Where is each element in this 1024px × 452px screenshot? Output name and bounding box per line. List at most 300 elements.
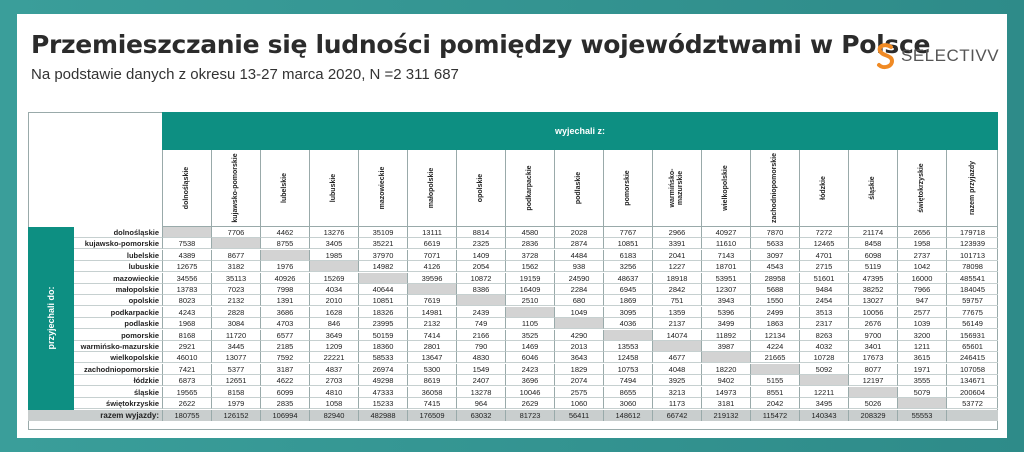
- column-header-label: mazowieckie: [379, 166, 386, 210]
- table-cell: 3095: [603, 307, 652, 318]
- table-cell: 19565: [162, 387, 211, 398]
- table-cell: 2656: [897, 227, 946, 238]
- column-header: [750, 150, 799, 227]
- table-cell: 2499: [750, 307, 799, 318]
- table-cell: 24590: [554, 273, 603, 284]
- column-header-label: świętokrzyskie: [918, 163, 925, 213]
- table-cell: [750, 364, 799, 375]
- row-label: warmińsko-mazurskie: [74, 341, 162, 352]
- row-label: lubelskie: [74, 250, 162, 261]
- column-header: [260, 150, 309, 227]
- table-cell: 59757: [946, 295, 998, 306]
- table-cell: 1976: [260, 261, 309, 272]
- table-cell: 14982: [358, 261, 407, 272]
- table-cell: 2836: [505, 238, 554, 249]
- table-cell: 3649: [309, 330, 358, 341]
- column-header: [701, 150, 750, 227]
- table-cell: 4484: [554, 250, 603, 261]
- table-cell: 6099: [260, 387, 309, 398]
- column-header: [554, 150, 603, 227]
- table-cell: 13553: [603, 341, 652, 352]
- column-header: [309, 150, 358, 227]
- table-cell: 12458: [603, 352, 652, 363]
- column-header: [848, 150, 897, 227]
- table-cell: 2801: [407, 341, 456, 352]
- table-cell: 1173: [652, 398, 701, 409]
- table-cell: 13027: [848, 295, 897, 306]
- table-cell: 8755: [260, 238, 309, 249]
- table-cell: 3445: [211, 341, 260, 352]
- table-cell: 9700: [848, 330, 897, 341]
- table-cell: 2041: [652, 250, 701, 261]
- table-cell: 8263: [799, 330, 848, 341]
- table-cell: 2054: [456, 261, 505, 272]
- table-cell: 14973: [701, 387, 750, 398]
- table-cell: 13077: [211, 352, 260, 363]
- table-cell: 65601: [946, 341, 998, 352]
- table-cell: 1562: [505, 261, 554, 272]
- table-cell: 7998: [260, 284, 309, 295]
- table-cell: [799, 375, 848, 386]
- table-cell: 35221: [358, 238, 407, 249]
- row-label: śląskie: [74, 387, 162, 398]
- table-cell: 2737: [897, 250, 946, 261]
- table-cell: 184045: [946, 284, 998, 295]
- column-header-label: pomorskie: [624, 170, 631, 206]
- column-header-label: podlaskie: [575, 171, 582, 205]
- table-cell: 2921: [162, 341, 211, 352]
- table-cell: 2185: [260, 341, 309, 352]
- table-cell: 1628: [309, 307, 358, 318]
- total-cell: 56411: [554, 410, 603, 421]
- column-header-label: podkarpackie: [526, 165, 533, 211]
- table-cell: 1039: [897, 318, 946, 329]
- table-cell: 18918: [652, 273, 701, 284]
- table-cell: 6577: [260, 330, 309, 341]
- column-header-label: łódzkie: [820, 176, 827, 200]
- table-cell: 2013: [554, 341, 603, 352]
- total-cell: 63032: [456, 410, 505, 421]
- table-cell: 6183: [603, 250, 652, 261]
- table-cell: 40927: [701, 227, 750, 238]
- table-cell: 1550: [750, 295, 799, 306]
- table-cell: 3615: [897, 352, 946, 363]
- side-label: przyjechali do:: [46, 286, 56, 350]
- row-label: dolnośląskie: [74, 227, 162, 238]
- table-cell: 5377: [211, 364, 260, 375]
- table-cell: 35113: [211, 273, 260, 284]
- table-cell: [848, 387, 897, 398]
- table-cell: 1359: [652, 307, 701, 318]
- column-header-label: lubelskie: [281, 173, 288, 203]
- table-cell: 2132: [211, 295, 260, 306]
- table-cell: 3513: [799, 307, 848, 318]
- table-cell: 3213: [652, 387, 701, 398]
- table-cell: 3405: [309, 238, 358, 249]
- table-cell: 2966: [652, 227, 701, 238]
- page-title: Przemieszczanie się ludności pomiędzy województwami w Polsce: [31, 30, 931, 59]
- table-cell: 5300: [407, 364, 456, 375]
- table-cell: 5092: [799, 364, 848, 375]
- table-cell: 40644: [358, 284, 407, 295]
- table-cell: 751: [652, 295, 701, 306]
- table-cell: 680: [554, 295, 603, 306]
- table-cell: [309, 261, 358, 272]
- total-cell: 148612: [603, 410, 652, 421]
- table-cell: 56149: [946, 318, 998, 329]
- table-cell: 485541: [946, 273, 998, 284]
- table-cell: 10046: [505, 387, 554, 398]
- table-cell: 2622: [162, 398, 211, 409]
- table-cell: 2828: [211, 307, 260, 318]
- table-cell: 1105: [505, 318, 554, 329]
- table-cell: 1209: [309, 341, 358, 352]
- table-cell: 4290: [554, 330, 603, 341]
- total-cell: 140343: [799, 410, 848, 421]
- table-cell: 101713: [946, 250, 998, 261]
- table-cell: 7421: [162, 364, 211, 375]
- table-cell: 2166: [456, 330, 505, 341]
- table-cell: 77675: [946, 307, 998, 318]
- table-cell: 2407: [456, 375, 505, 386]
- table-cell: 123939: [946, 238, 998, 249]
- table-cell: 18326: [358, 307, 407, 318]
- table-cell: 3696: [505, 375, 554, 386]
- table-cell: 246415: [946, 352, 998, 363]
- migration-table: [28, 112, 998, 430]
- table-cell: 5633: [750, 238, 799, 249]
- table-cell: 8655: [603, 387, 652, 398]
- column-header-label: kujawsko-pomorskie: [232, 153, 239, 223]
- table-cell: 4622: [260, 375, 309, 386]
- table-cell: 10056: [848, 307, 897, 318]
- table-cell: 2577: [897, 307, 946, 318]
- table-cell: 14074: [652, 330, 701, 341]
- table-cell: 34556: [162, 273, 211, 284]
- table-cell: 7592: [260, 352, 309, 363]
- table-cell: 2028: [554, 227, 603, 238]
- table-cell: 38252: [848, 284, 897, 295]
- table-cell: 18701: [701, 261, 750, 272]
- table-cell: 47333: [358, 387, 407, 398]
- table-cell: 5079: [897, 387, 946, 398]
- table-cell: 12134: [750, 330, 799, 341]
- table-cell: 3181: [701, 398, 750, 409]
- table-cell: 4032: [799, 341, 848, 352]
- table-cell: 1060: [554, 398, 603, 409]
- table-cell: 3187: [260, 364, 309, 375]
- table-cell: 3200: [897, 330, 946, 341]
- table-cell: 50159: [358, 330, 407, 341]
- table-cell: 8077: [848, 364, 897, 375]
- table-cell: 2454: [799, 295, 848, 306]
- total-cell: 180755: [162, 410, 211, 421]
- table-cell: 26974: [358, 364, 407, 375]
- table-cell: 3525: [505, 330, 554, 341]
- table-cell: 7023: [211, 284, 260, 295]
- column-header: [407, 150, 456, 227]
- table-cell: 49298: [358, 375, 407, 386]
- table-cell: 2132: [407, 318, 456, 329]
- table-cell: 1985: [309, 250, 358, 261]
- table-cell: 5155: [750, 375, 799, 386]
- table-cell: 10728: [799, 352, 848, 363]
- total-cell: 66742: [652, 410, 701, 421]
- total-cell: 55553: [897, 410, 946, 421]
- row-label: mazowieckie: [74, 273, 162, 284]
- table-cell: 846: [309, 318, 358, 329]
- table-cell: 1971: [897, 364, 946, 375]
- table-cell: 13783: [162, 284, 211, 295]
- table-cell: 3391: [652, 238, 701, 249]
- table-cell: [897, 398, 946, 409]
- table-cell: 10753: [603, 364, 652, 375]
- table-cell: 107058: [946, 364, 998, 375]
- table-cell: 3499: [701, 318, 750, 329]
- table-cell: 4126: [407, 261, 456, 272]
- table-cell: 3943: [701, 295, 750, 306]
- logo-text: SELECTIVV: [901, 46, 1000, 65]
- table-cell: 2510: [505, 295, 554, 306]
- column-header: [456, 150, 505, 227]
- table-cell: 51601: [799, 273, 848, 284]
- row-label: lubuskie: [74, 261, 162, 272]
- column-header-label: śląskie: [869, 176, 876, 200]
- table-cell: 4543: [750, 261, 799, 272]
- table-cell: 1549: [456, 364, 505, 375]
- column-header: [799, 150, 848, 227]
- table-cell: 7870: [750, 227, 799, 238]
- table-cell: 7494: [603, 375, 652, 386]
- column-header-label: dolnośląskie: [183, 166, 190, 210]
- table-cell: 4389: [162, 250, 211, 261]
- table-cell: 21665: [750, 352, 799, 363]
- table-cell: 4703: [260, 318, 309, 329]
- table-cell: 2317: [799, 318, 848, 329]
- table-cell: 23995: [358, 318, 407, 329]
- table-cell: 9402: [701, 375, 750, 386]
- infographic-card: [17, 14, 1007, 438]
- table-cell: 4462: [260, 227, 309, 238]
- table-cell: 8677: [211, 250, 260, 261]
- table-cell: 1227: [652, 261, 701, 272]
- table-cell: 15269: [309, 273, 358, 284]
- table-cell: 5026: [848, 398, 897, 409]
- table-cell: 7966: [897, 284, 946, 295]
- table-cell: [603, 330, 652, 341]
- table-cell: 4837: [309, 364, 358, 375]
- table-cell: 5119: [848, 261, 897, 272]
- table-cell: 48637: [603, 273, 652, 284]
- table-cell: 10851: [603, 238, 652, 249]
- table-cell: 2874: [554, 238, 603, 249]
- table-cell: 947: [897, 295, 946, 306]
- column-header-label: wielkopolskie: [722, 165, 729, 211]
- row-label: małopolskie: [74, 284, 162, 295]
- table-cell: 12197: [848, 375, 897, 386]
- table-cell: 2575: [554, 387, 603, 398]
- total-cell: 115472: [750, 410, 799, 421]
- table-cell: 4224: [750, 341, 799, 352]
- table-cell: 11610: [701, 238, 750, 249]
- row-label: podlaskie: [74, 318, 162, 329]
- table-cell: 6098: [848, 250, 897, 261]
- table-cell: 11720: [211, 330, 260, 341]
- table-cell: [456, 295, 505, 306]
- table-cell: 179718: [946, 227, 998, 238]
- table-cell: 12651: [211, 375, 260, 386]
- table-cell: 6619: [407, 238, 456, 249]
- table-cell: 17673: [848, 352, 897, 363]
- table-cell: 1211: [897, 341, 946, 352]
- table-cell: 3987: [701, 341, 750, 352]
- column-header: [505, 150, 554, 227]
- table-cell: 2423: [505, 364, 554, 375]
- column-header: [358, 150, 407, 227]
- table-cell: [358, 273, 407, 284]
- table-cell: 8458: [848, 238, 897, 249]
- table-cell: 47395: [848, 273, 897, 284]
- table-cell: 4036: [603, 318, 652, 329]
- table-cell: 4830: [456, 352, 505, 363]
- row-label: kujawsko-pomorskie: [74, 238, 162, 249]
- column-header-label: małopolskie: [428, 167, 435, 209]
- table-cell: 938: [554, 261, 603, 272]
- table-cell: 16409: [505, 284, 554, 295]
- table-cell: 12211: [799, 387, 848, 398]
- table-cell: 2715: [799, 261, 848, 272]
- table-cell: 14981: [407, 307, 456, 318]
- table-cell: 11892: [701, 330, 750, 341]
- table-cell: 39596: [407, 273, 456, 284]
- table-cell: 10851: [358, 295, 407, 306]
- table-cell: 2439: [456, 307, 505, 318]
- table-cell: [162, 227, 211, 238]
- table-cell: [652, 341, 701, 352]
- table-cell: [407, 284, 456, 295]
- table-cell: 46010: [162, 352, 211, 363]
- table-cell: 8814: [456, 227, 505, 238]
- table-cell: 3084: [211, 318, 260, 329]
- table-cell: 8619: [407, 375, 456, 386]
- table-cell: 37970: [358, 250, 407, 261]
- table-cell: 8168: [162, 330, 211, 341]
- table-cell: 1391: [260, 295, 309, 306]
- table-cell: 1409: [456, 250, 505, 261]
- table-cell: 53772: [946, 398, 998, 409]
- logo: [875, 38, 999, 74]
- table-cell: 10872: [456, 273, 505, 284]
- column-header-label: opolskie: [477, 173, 484, 203]
- table-cell: 1869: [603, 295, 652, 306]
- table-cell: 4810: [309, 387, 358, 398]
- table-cell: 3495: [799, 398, 848, 409]
- table-cell: 13111: [407, 227, 456, 238]
- table-cell: 134671: [946, 375, 998, 386]
- table-cell: 3728: [505, 250, 554, 261]
- table-cell: 3256: [603, 261, 652, 272]
- row-label: opolskie: [74, 295, 162, 306]
- table-cell: 3097: [750, 250, 799, 261]
- table-cell: 12465: [799, 238, 848, 249]
- table-header-bar: [162, 112, 998, 150]
- table-cell: 4243: [162, 307, 211, 318]
- table-cell: 7414: [407, 330, 456, 341]
- table-cell: 8386: [456, 284, 505, 295]
- table-cell: 1469: [505, 341, 554, 352]
- table-cell: 22221: [309, 352, 358, 363]
- row-label: podkarpackie: [74, 307, 162, 318]
- table-cell: 1042: [897, 261, 946, 272]
- table-cell: 7538: [162, 238, 211, 249]
- table-cell: 2703: [309, 375, 358, 386]
- table-cell: 3925: [652, 375, 701, 386]
- row-label: świętokrzyskie: [74, 398, 162, 409]
- table-cell: 200604: [946, 387, 998, 398]
- total-cell: 208329: [848, 410, 897, 421]
- totals-label: razem wyjazdy:: [100, 411, 159, 420]
- table-cell: 7767: [603, 227, 652, 238]
- table-cell: 3401: [848, 341, 897, 352]
- table-cell: 15233: [358, 398, 407, 409]
- table-cell: [260, 250, 309, 261]
- table-cell: 21174: [848, 227, 897, 238]
- table-cell: 4701: [799, 250, 848, 261]
- total-cell: 81723: [505, 410, 554, 421]
- table-cell: 1863: [750, 318, 799, 329]
- row-label: zachodniopomorskie: [74, 364, 162, 375]
- table-cell: 7706: [211, 227, 260, 238]
- table-cell: 7143: [701, 250, 750, 261]
- table-cell: 2629: [505, 398, 554, 409]
- table-cell: 40926: [260, 273, 309, 284]
- table-side-bar: [28, 227, 74, 410]
- table-cell: 2325: [456, 238, 505, 249]
- table-cell: 1979: [211, 398, 260, 409]
- table-cell: 13276: [309, 227, 358, 238]
- table-cell: 58533: [358, 352, 407, 363]
- column-header: [211, 150, 260, 227]
- row-label: łódzkie: [74, 375, 162, 386]
- column-header-label: razem przyjazdy: [968, 160, 976, 216]
- table-cell: 9484: [799, 284, 848, 295]
- total-cell: 106994: [260, 410, 309, 421]
- table-cell: 4048: [652, 364, 701, 375]
- table-cell: 18220: [701, 364, 750, 375]
- table-cell: 3182: [211, 261, 260, 272]
- table-cell: 2842: [652, 284, 701, 295]
- table-cell: 790: [456, 341, 505, 352]
- table-cell: 1058: [309, 398, 358, 409]
- total-cell: 482988: [358, 410, 407, 421]
- table-cell: 8158: [211, 387, 260, 398]
- column-header-label: zachodniopomorskie: [771, 153, 778, 224]
- table-cell: 3643: [554, 352, 603, 363]
- table-cell: 16000: [897, 273, 946, 284]
- row-label: wielkopolskie: [74, 352, 162, 363]
- column-header: [946, 150, 998, 227]
- table-cell: 1049: [554, 307, 603, 318]
- table-cell: 35109: [358, 227, 407, 238]
- table-cell: 4034: [309, 284, 358, 295]
- row-label: pomorskie: [74, 330, 162, 341]
- total-cell: 176509: [407, 410, 456, 421]
- column-header: [897, 150, 946, 227]
- table-cell: 7071: [407, 250, 456, 261]
- column-header-label: lubuskie: [330, 173, 337, 203]
- table-cell: 7415: [407, 398, 456, 409]
- table-cell: 2042: [750, 398, 799, 409]
